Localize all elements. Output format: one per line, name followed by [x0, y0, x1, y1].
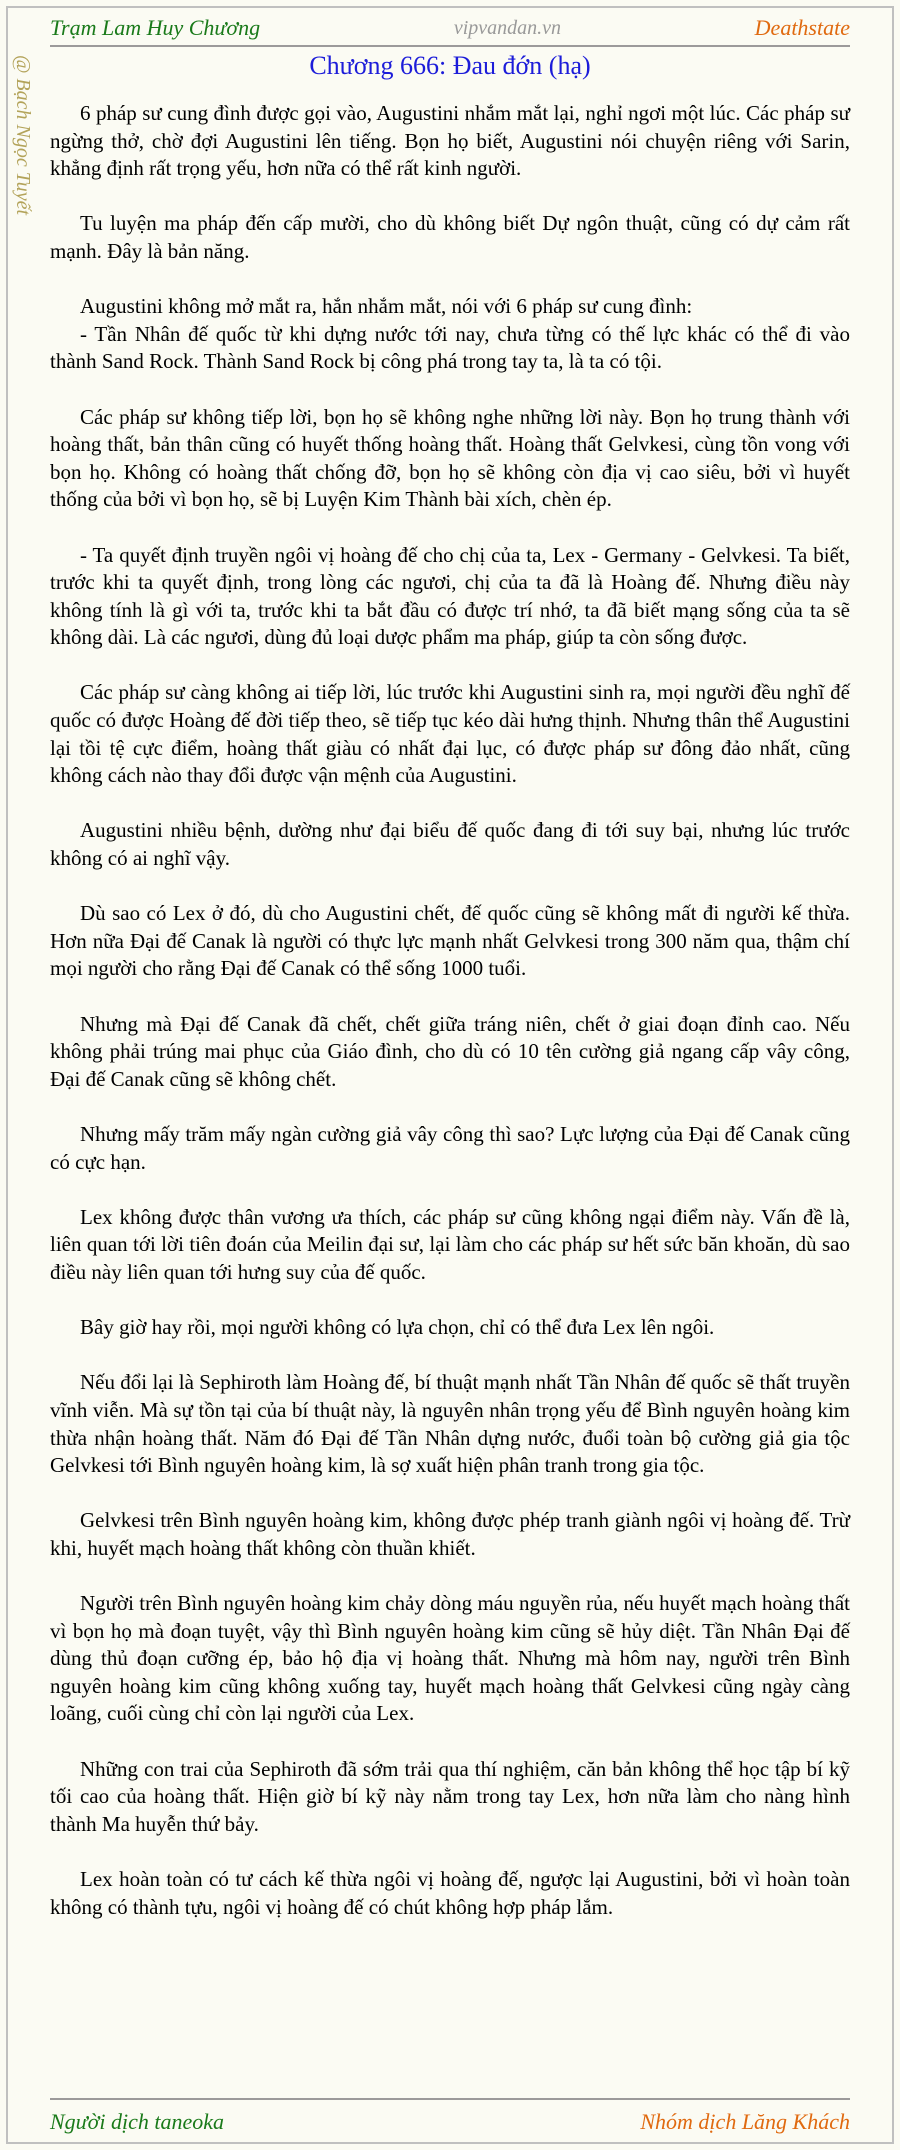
footer-translator: Người dịch taneoka: [50, 2109, 225, 2134]
paragraph: Tu luyện ma pháp đến cấp mười, cho dù không biết Dự ngôn thuật, cũng có dự cảm rất mạnh. Đây là bản năng.: [50, 211, 850, 263]
paragraph: Nhưng mấy trăm mấy ngàn cường giả vây công thì sao? Lực lượng của Đại đế Canak cũng có cực hạn.: [50, 1121, 850, 1174]
paragraph: Các pháp sư càng không ai tiếp lời, lúc trước khi Augustini sinh ra, mọi người đều nghĩ đế quốc có được Hoàng đế đời tiếp theo, sẽ tiếp tục kéo dài hưng thịnh. Nhưng thân thể Augustini lại tồi tệ cực điểm, hoàng thất giàu có nhất đại lục, có được pháp sư đông đảo nhất, cũng không cách nào thay đổi được vận mệnh của Augustini.: [50, 680, 850, 788]
paragraph: Nếu đổi lại là Sephiroth làm Hoàng đế, bí thuật mạnh nhất Tần Nhân đế quốc sẽ thất truyền vĩnh viễn. Mà sự tồn tại của bí thuật này, là nguyên nhân trọng yếu để Bình nguyên hoàng kim thừa nhận hoàng thất. Năm đó Đại đế Tần Nhân dựng nước, đuổi toàn bộ cường giả gia tộc Gelvkesi tới Bình nguyên hoàng kim, là sợ xuất hiện phân tranh trong gia tộc.: [50, 1370, 850, 1478]
page-header: [50, 10, 850, 46]
paragraph: Dù sao có Lex ở đó, dù cho Augustini chết, đế quốc cũng sẽ không mất đi người kế thừa. Hơn nữa Đại đế Canak là người có thực lực mạnh nhất Gelvkesi trong 300 năm qua, thậm chí mọi người cho rằng Đại đế Canak có thể sống 1000 tuổi.: [50, 901, 850, 981]
paragraph: Những con trai của Sephiroth đã sớm trải qua thí nghiệm, căn bản không thể học tập bí kỹ tối cao của hoàng thất. Hiện giờ bí kỹ này nằm trong tay Lex, hơn nữa làm cho nàng hình thành Ma huyễn thứ bảy.: [50, 1756, 850, 1836]
footer-group: Nhóm dịch Lăng Khách: [640, 2109, 850, 2134]
paragraph: Gelvkesi trên Bình nguyên hoàng kim, không được phép tranh giành ngôi vị hoàng đế. Trừ khi, huyết mạch hoàng thất không còn thuần khiết.: [50, 1508, 850, 1560]
paragraph: Bây giờ hay rồi, mọi người không có lựa chọn, chỉ có thể đưa Lex lên ngôi.: [80, 1315, 715, 1340]
header-domain: vipvandan.vn: [453, 16, 562, 39]
footer-rule: [50, 2098, 850, 2100]
header-site-name: Trạm Lam Huy Chương: [50, 15, 261, 40]
paragraph: Augustini không mở mắt ra, hắn nhắm mắt, nói với 6 pháp sư cung đình:: [80, 294, 693, 319]
paragraph: - Tần Nhân đế quốc từ khi dựng nước tới nay, chưa từng có thế lực khác có thể đi vào thành Sand Rock. Thành Sand Rock bị công phá trong tay ta, là ta có tội.: [50, 321, 850, 374]
paragraph: Nhưng mà Đại đế Canak đã chết, chết giữa tráng niên, chết ở giai đoạn đỉnh cao. Nếu không phải trúng mai phục của Giáo đình, cho dù có 10 tên cường giả ngang cấp vây công, Đại đế Canak cũng sẽ không chết.: [50, 1011, 850, 1091]
paragraph: Người trên Bình nguyên hoàng kim chảy dòng máu nguyền rủa, nếu huyết mạch hoàng thất vì bọn họ mà đoạn tuyệt, vậy thì Bình nguyên hoàng kim cũng sẽ hủy diệt. Tần Nhân Đại đế dùng thủ đoạn cưỡng ép, bảo hộ địa vị hoàng thất. Nhưng mà hôm nay, người trên Bình nguyên hoàng kim cũng không xuống tay, huyết mạch hoàng thất Gelvkesi cũng ngày càng loãng, cuối cùng chỉ còn lại người của Lex.: [50, 1591, 850, 1726]
chapter-body: [50, 100, 850, 1921]
chapter-title: Chương 666: Đau đớn (hạ): [309, 51, 591, 80]
page-footer: [50, 2102, 850, 2142]
paragraph: Các pháp sư không tiếp lời, bọn họ sẽ không nghe những lời này. Bọn họ trung thành với hoàng thất, bản thân cũng có huyết thống hoàng thất. Hoàng thất Gelvkesi, cùng tồn vong với bọn họ. Không có hoàng thất chống đỡ, bọn họ sẽ không còn địa vị cao siêu, bởi vì huyết thống của bởi vì bọn họ, sẽ bị Luyện Kim Thành bài xích, chèn ép.: [50, 404, 850, 512]
paragraph: Augustini nhiều bệnh, dường như đại biểu đế quốc đang đi tới suy bại, nhưng lúc trước không có ai nghĩ vậy.: [50, 818, 850, 871]
side-credit: @ Bạch Ngọc Tuyết: [12, 55, 34, 216]
paragraph: - Ta quyết định truyền ngôi vị hoàng đế cho chị của ta, Lex - Germany - Gelvkesi. Ta biết, trước khi ta quyết định, trong lòng các ngươi, chị của ta đã là Hoàng đế. Nhưng điều này không tính là gì với ta, trước khi ta bắt đầu có được trí nhớ, ta đã biết mạng sống của ta sẽ không dài. Là các ngươi, dùng đủ loại dược phẩm ma pháp, giúp ta còn sống được.: [50, 542, 850, 650]
paragraph: 6 pháp sư cung đình được gọi vào, Augustini nhắm mắt lại, nghỉ ngơi một lúc. Các pháp sư ngừng thở, chờ đợi Augustini lên tiếng. Bọn họ biết, Augustini nói chuyện riêng với Sarin, khẳng định rất trọng yếu, hơn nữa có thể rất kinh người.: [50, 101, 850, 181]
paragraph: Lex hoàn toàn có tư cách kế thừa ngôi vị hoàng đế, ngược lại Augustini, bởi vì hoàn toàn không có thành tựu, ngôi vị hoàng đế có chút không hợp pháp lắm.: [50, 1867, 850, 1919]
header-book-title: Deathstate: [754, 15, 850, 40]
paragraph: Lex không được thân vương ưa thích, các pháp sư cũng không ngại điểm này. Vấn đề là, liên quan tới lời tiên đoán của Meilin đại sư, lại làm cho các pháp sư hết sức băn khoăn, dù sao điều này liên quan tới hưng suy của đế quốc.: [50, 1204, 850, 1284]
